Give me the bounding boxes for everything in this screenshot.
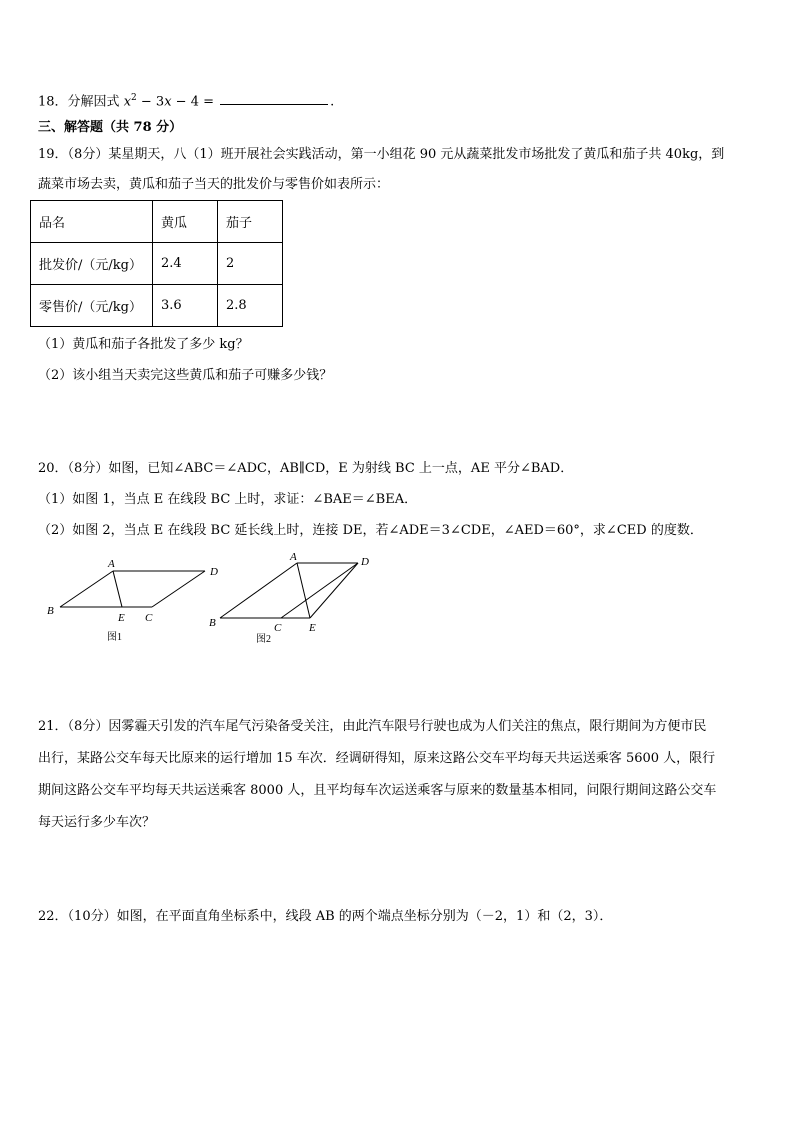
point-label-e: E: [118, 612, 125, 624]
q21-line-1: 21．（8分）因雾霾天引发的汽车尾气污染备受关注，由此汽车限号行驶也成为人们关注的焦点，限行期间为方便市民: [38, 719, 707, 734]
point-label-d: D: [361, 556, 369, 568]
q19-line-1: 19．（8分）某星期天，八（1）班开展社会实践活动，第一小组花 90 元从蔬菜批发市场批发了黄瓜和茄子共 40kg，到: [38, 147, 725, 162]
point-label-b: B: [47, 605, 54, 617]
price-table: [30, 200, 283, 327]
q18-prefix: 18．分解因式: [38, 94, 124, 110]
q20-line-1: 20．（8分）如图，已知∠ABC＝∠ADC，AB∥CD，E 为射线 BC 上一点，AE 平分∠BAD．: [38, 461, 574, 476]
point-label-e: E: [309, 622, 316, 634]
answer-blank: [220, 92, 328, 105]
table-header-cell: 品名: [31, 201, 153, 243]
q19-sub-1: （1）黄瓜和茄子各批发了多少 kg？: [38, 337, 249, 352]
table-cell: 2.8: [218, 285, 283, 327]
figure-1-lines: [60, 571, 205, 607]
q21-line-4: 每天运行多少车次？: [38, 815, 156, 830]
figure-1-caption: 图1: [107, 632, 122, 643]
q19-sub-2: （2）该小组当天卖完这些黄瓜和茄子可赚多少钱？: [38, 368, 333, 383]
q18-tail: − 4 =: [171, 94, 219, 110]
q18-var-x: x: [123, 94, 132, 110]
q18-exponent: 2: [131, 93, 137, 103]
figure-2-lines: [220, 563, 358, 618]
table-cell: 批发价/（元/kg）: [31, 243, 153, 285]
section-title: 三、解答题（共 78 分）: [38, 120, 183, 135]
point-label-b: B: [209, 617, 216, 629]
figure-2-caption: 图2: [256, 634, 271, 645]
q18-end: .: [330, 94, 335, 110]
table-cell: 2.4: [153, 243, 218, 285]
q19-line-2: 蔬菜市场去卖，黄瓜和茄子当天的批发价与零售价如表所示：: [38, 177, 390, 192]
point-label-a: A: [108, 558, 115, 570]
figure-2: [200, 550, 390, 650]
q21-line-2: 出行，某路公交车每天比原来的运行增加 15 车次．经调研得知，原来这路公交车平均每天共运送乘客 5600 人，限行: [38, 751, 716, 766]
point-label-c: C: [145, 612, 153, 624]
question-18: [38, 90, 334, 110]
table-cell: 零售价/（元/kg）: [31, 285, 153, 327]
q22-line-1: 22．（10分）如图，在平面直角坐标系中，线段 AB 的两个端点坐标分别为（－2，1）和（2，3）．: [38, 909, 613, 924]
table-cell: 3.6: [153, 285, 218, 327]
table-header-cell: 黄瓜: [153, 201, 218, 243]
q21-line-3: 期间这路公交车平均每天共运送乘客 8000 人，且平均每车次运送乘客与原来的数量基本相同，问限行期间这路公交车: [38, 783, 717, 798]
point-label-c: C: [274, 622, 282, 634]
point-label-a: A: [290, 551, 297, 563]
point-label-d: D: [210, 566, 218, 578]
table-cell: 2: [218, 243, 283, 285]
q18-mid: − 3: [136, 94, 165, 110]
table-header-cell: 茄子: [218, 201, 283, 243]
q20-sub-2: （2）如图 2，当点 E 在线段 BC 延长线上时，连接 DE，若∠ADE＝3∠CDE，∠AED＝60°，求∠CED 的度数．: [38, 523, 703, 538]
table-row: [31, 285, 283, 327]
table-header-row: [31, 201, 283, 243]
table-row: [31, 243, 283, 285]
q20-sub-1: （1）如图 1，当点 E 在线段 BC 上时，求证：∠BAE＝∠BEA．: [38, 492, 418, 507]
q18-var-x-2: x: [164, 94, 172, 110]
